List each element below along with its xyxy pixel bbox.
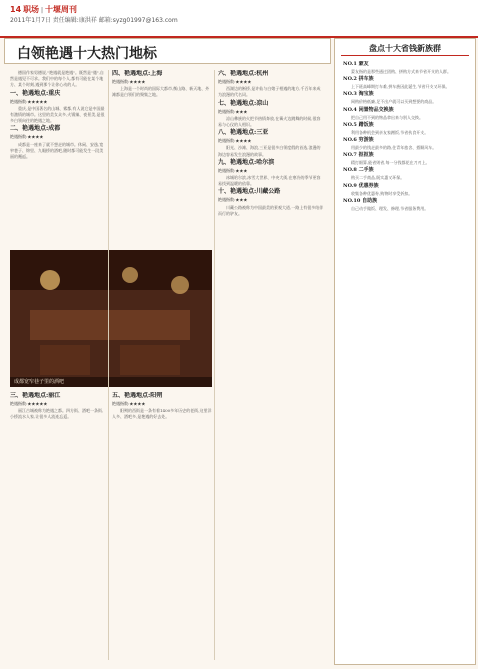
section-title: 六、艳遇地点:杭州 [218,70,269,77]
header-meta: 14 职场 | 十堰周刊 2011年1月7日 责任编辑:康洪祥 邮箱:syzg01997@163.com [10,5,178,24]
section-stars: 艳遇指数:★★★★ [218,138,252,144]
section-text: 冰城哈尔滨,冰雪大世界、中央大街,在寒冷的季节更容易找到温暖的依靠。 [218,175,321,187]
sidebar-item-text: 上下班高峰期打车难,拼车族因此诞生,节省开支又环保。 [351,84,450,90]
article-column-3 [218,70,324,660]
section-title: 十、艳遇地点:川藏公路 [218,188,281,196]
sidebar-item-text: 蒙友指的是那些通过团购、拼购方式来节省开支的人群。 [351,69,451,74]
section-stars: 艳遇指数:★★★ [218,197,248,203]
sidebar-item-no: NO.9 优惠券族 [343,182,379,189]
sidebar-item-text: 网购价格低廉,足不出户就可以买到想要的商品。 [351,99,437,105]
article-column-2b [112,392,212,660]
section-stars: 艳遇指数:★★★ [218,167,248,173]
sidebar-item-no: NO.4 闲置物品交换族 [343,106,394,113]
sidebar-item-text: 把自己用不到的物品拿出来与别人交换。 [351,114,423,120]
section-stars: 艳遇指数:★★★★ [112,401,146,406]
section-text: 上海是一个时尚的国际大都市,衡山路、新天地、外滩都是白领们的聚集之地。 [112,86,210,98]
sidebar-item-no: NO.2 拼车族 [343,76,374,83]
sidebar-item-no: NO.7 抠抠族 [343,152,374,159]
section-title: 八、艳遇地点:三亚 [218,129,269,137]
section-title: 五、艳遇地点:阳朔 [112,392,163,399]
sidebar-title-rule [341,55,469,56]
section-text: 重庆,是中国著名的山城、雾都,有人说它是中国最有激情的城市。这里的美女众多,火锅辣、夜景美,是很多白领向往的艳遇之地。 [10,105,105,124]
page-number: 14 [10,5,22,14]
sidebar-item-text: 购买二手商品,既实惠又环保。 [351,175,405,181]
sidebar-content [343,61,467,661]
section-stars: 艳遇指数:★★★ [218,108,248,114]
sidebar-item-no: NO.3 淘宝族 [343,91,374,98]
sidebar-item-no: NO.8 二手族 [343,167,374,174]
sidebar-item-text: 精打细算,能省则省,每一分钱都花在刀刃上。 [351,160,430,166]
sidebar-item-text: 利用各种机会到亲友家蹭饭,节省伙食开支。 [351,129,429,135]
photo-caption: 成都宽窄巷子里的酒吧 [10,377,212,387]
section-text: 川藏公路被称为中国最美的景观大道,一路上有很多结伴而行的驴友。 [218,204,324,216]
sidebar-item-text: 自己动手做饭、理发、修理,节省服务费用。 [351,205,429,211]
sidebar-item-no: NO.5 蹭饭族 [343,121,374,128]
section-text: 丽江古城被称为艳遇之都。四方街、酒吧一条街,小桥流水人家,让很多人流连忘返。 [10,408,104,420]
section-title: 三、艳遇地点:丽江 [10,392,61,399]
section-stars: 艳遇指数:★★★★★ [10,98,48,104]
sidebar-item-text: 用最少的钱走最多的路,住青年旅舍、搭顺风车。 [351,145,437,151]
bar-photo-image [10,250,212,387]
sidebar-box [334,38,476,665]
section-title: 二、艳遇地点:成都 [10,125,61,133]
section-title: 一、艳遇地点:重庆 [10,89,61,97]
sidebar-item-no: NO.10 自助族 [343,197,378,204]
article-photo [10,250,212,387]
sidebar-item-text: 收集各种优惠券,购物时享受折扣。 [351,190,413,196]
section-text: 阳朔的西街是一条有着1400多年历史的老街,这里洋人多、酒吧多,是艳遇的好去处。 [112,408,212,420]
article-lead: 德国作家男德说,"艳遇就是艳遇"。既然是"遇",自然是遇见不可求。我们中的每个人,都有可能在某个地方、某个时刻,遇到那个让你心动的人。 [10,70,104,88]
section-title: 七、艳遇地点:凉山 [218,99,269,107]
sidebar-title: 盘点十大省钱新族群 [369,43,441,53]
section-name: 职场 [23,5,40,14]
article-column-1b [10,392,106,660]
section-stars: 艳遇指数:★★★★ [10,134,44,140]
column-divider [214,70,215,660]
page-header [0,0,478,38]
section-stars: 艳遇指数:★★★★ [112,79,146,84]
section-title: 九、艳遇地点:哈尔滨 [218,158,275,166]
section-text: 凉山彝族的火把节热情奔放,在篝火边跳舞的时候,很容易与心仪的人相识。 [218,115,321,128]
section-title: 四、艳遇地点:上海 [112,70,163,77]
section-stars: 艳遇指数:★★★★★ [10,401,48,406]
column-divider [108,70,109,660]
article-title: 白领艳遇十大热门地标 [17,46,157,62]
issue-meta: 2011年1月7日 责任编辑:康洪祥 邮箱:syzg01997@163.com [10,17,178,24]
sidebar-item-no: NO.1 蒙友 [343,61,369,67]
section-text: 成都是一座来了就不想走的城市。休闲、安逸,宽窄巷子、锦里、九眼桥的酒吧,随时都可能发生一段美丽的邂逅。 [10,141,104,160]
section-text: 西湖边的断桥,是许仙与白娘子相遇的地方,千百年来成为浪漫的代名词。 [218,86,321,98]
section-text: 阳光、沙滩、海浪,三亚是很多白领度假的首选,浪漫的海边容易发生浪漫的故事。 [218,145,321,157]
paper-name: 十堰周刊 [44,5,77,14]
sidebar-item-no: NO.6 穷游族 [343,137,374,144]
article-title-box [4,38,331,64]
section-stars: 艳遇指数:★★★★ [218,79,252,84]
